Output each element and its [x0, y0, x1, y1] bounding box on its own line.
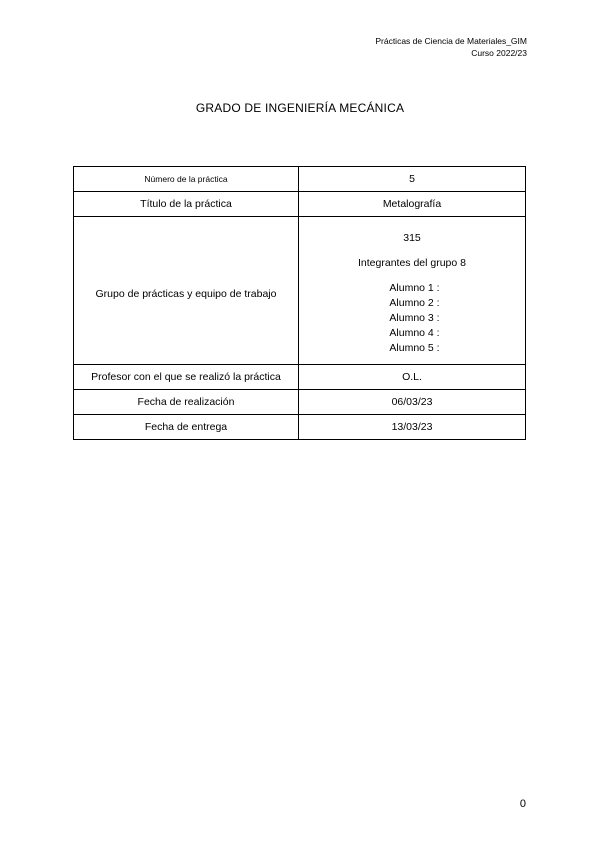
student-entry: Alumno 1 : — [389, 282, 440, 294]
table-row — [74, 415, 526, 440]
student-entry: Alumno 4 : — [389, 327, 440, 339]
label-professor: Profesor con el que se realizó la práctica — [74, 365, 299, 390]
student-list — [299, 281, 525, 356]
label-delivery-date: Fecha de entrega — [74, 415, 299, 440]
value-delivery-date: 13/03/23 — [299, 415, 526, 440]
value-professor: O.L. — [299, 365, 526, 390]
practice-info-table — [73, 166, 526, 440]
page-title: GRADO DE INGENIERÍA MECÁNICA — [195, 101, 405, 115]
label-work-group: Grupo de prácticas y equipo de trabajo — [74, 217, 299, 365]
table-row — [74, 167, 526, 192]
group-members-label: Integrantes del grupo 8 — [358, 257, 466, 269]
table-row — [74, 217, 526, 365]
value-practice-number: 5 — [299, 167, 526, 192]
header-course-year: Curso 2022/23 — [471, 48, 527, 58]
header-course-name: Prácticas de Ciencia de Materiales_GIM — [375, 36, 527, 46]
table-row — [74, 390, 526, 415]
student-entry: Alumno 5 : — [389, 342, 440, 354]
student-entry: Alumno 3 : — [389, 312, 440, 324]
value-completion-date: 06/03/23 — [299, 390, 526, 415]
label-practice-number: Número de la práctica — [74, 167, 299, 192]
table-row — [74, 192, 526, 217]
value-practice-title: Metalografía — [299, 192, 526, 217]
student-entry: Alumno 2 : — [389, 297, 440, 309]
page-number: 0 — [519, 798, 526, 810]
label-completion-date: Fecha de realización — [74, 390, 299, 415]
table-row — [74, 365, 526, 390]
group-number: 315 — [403, 232, 421, 244]
value-work-group — [299, 217, 526, 365]
document-header — [375, 35, 527, 59]
label-practice-title: Título de la práctica — [74, 192, 299, 217]
